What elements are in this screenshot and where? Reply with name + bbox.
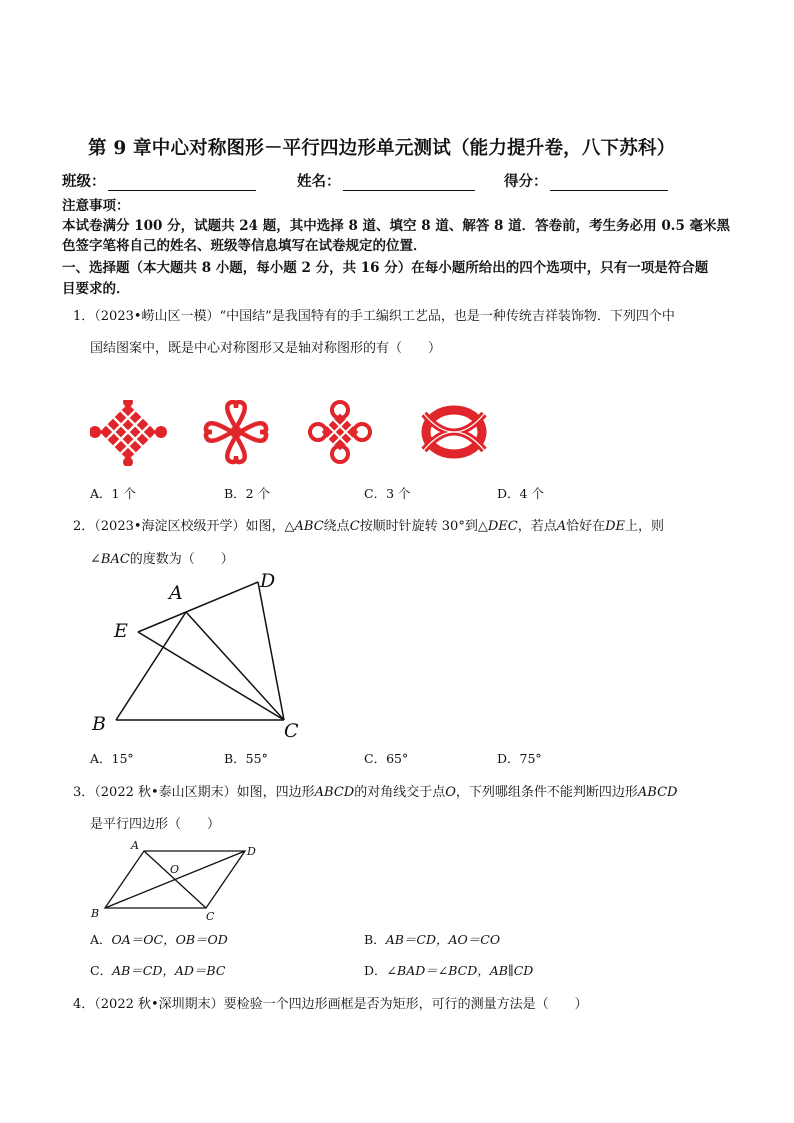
segment-ec [138,632,284,720]
q3-mid1: 的对角线交于点 [354,785,446,800]
q2-suffix: 上，则 [625,519,665,534]
diagonal-bd [105,851,245,908]
label-c: C [284,720,299,742]
question-1-line-1: 1．（2023•崂山区一模）“中国结”是我国特有的手工编织工艺品，也是一种传统吉祥装饰物．下列四个中 [73,309,675,324]
q3-option-c-label: C． [90,963,113,978]
knot-d-image [424,410,484,454]
q2-dec: DEC [487,519,518,534]
q2-mid3: ，若点 [517,519,557,534]
q2-line2-rest: 的度数为（ ） [129,552,234,567]
q2-a: A [556,519,567,534]
knot-a-image [90,400,167,466]
segment-dc [258,582,284,720]
question-3-line-1 [73,781,677,800]
section-1-line-1: 一、选择题（本大题共 8 小题，每小题 2 分，共 16 分）在每小题所给出的四个选项中，只有一项是符合题 [62,260,709,276]
label-c: C [206,910,215,922]
q3-option-b-text: AB＝CD，AO＝CO [385,932,501,947]
q3-option-c-text: AB＝CD，AD＝BC [112,963,226,978]
score-field [504,170,668,191]
q1-option-a[interactable]: A．1 个 [90,486,136,501]
score-blank [550,174,668,191]
q3-option-d-text: ∠BAD＝∠BCD，AB∥CD [386,963,534,978]
q2-de: DE [605,519,626,534]
q2-option-a[interactable]: A．15° [90,751,134,766]
question-2-line-1 [73,515,664,534]
q3-mid2: ，下列哪组条件不能判断四边形 [455,785,638,800]
q3-option-a-label: A． [90,932,112,947]
knot-b-image [206,402,266,462]
q2-mid4: 恰好在 [566,519,606,534]
q1-option-d[interactable]: D．4 个 [497,486,544,501]
q2-bac: BAC [100,552,130,567]
label-a: A [131,839,139,852]
knot-c-image [310,402,370,462]
label-e: E [114,620,128,642]
question-1-line-2: 国结图案中，既是中心对称图形又是轴对称图形的有（ ） [90,341,442,356]
label-b: B [92,713,106,735]
name-field [297,170,475,191]
q2-abc: ABC [294,519,324,534]
q3-option-b[interactable] [364,930,500,948]
label-d: D [260,570,276,592]
page-title: 第 9 章中心对称图形－平行四边形单元测试（能力提升卷，八下苏科） [88,138,676,159]
q3-abcd-2: ABCD [637,785,678,800]
score-label: 得分： [504,173,548,190]
q2-option-b[interactable]: B．55° [224,751,268,766]
q2-option-c[interactable]: C．65° [364,751,409,766]
class-blank [108,174,256,191]
q1-option-c[interactable]: C．3 个 [364,486,411,501]
q2-triangle-figure [80,566,320,746]
section-1-line-2: 目要求的． [62,281,130,297]
label-d: D [247,845,256,858]
q1-option-b[interactable]: B．2 个 [224,486,271,501]
q2-option-d[interactable]: D．75° [497,751,542,766]
q3-option-c[interactable] [90,961,225,979]
q3-option-a[interactable] [90,930,228,948]
q2-prefix: 2．（2023•海淀区校级开学）如图，△ [73,519,295,534]
class-label: 班级： [62,173,106,190]
name-label: 姓名： [297,173,341,190]
q2-mid1: 绕点 [323,519,350,534]
notes-line-2: 色签字笔将自己的姓名、班级等信息填写在试卷规定的位置． [62,238,427,254]
q3-option-d[interactable] [364,961,533,979]
q3-option-b-label: B． [364,932,386,947]
q3-option-d-label: D． [364,963,387,978]
name-blank [343,174,475,191]
notes-line-1: 本试卷满分 100 分，试题共 24 题，其中选择 8 道、填空 8 道、解答 8 道．答卷前，考生务必用 0.5 毫米黑 [62,218,731,234]
segment-ac [186,612,284,720]
q2-c: C [349,519,360,534]
question-3-line-2: 是平行四边形（ ） [90,817,221,832]
q3-abcd-1: ABCD [314,785,355,800]
question-4-line-1: 4．（2022 秋•深圳期末）要检验一个四边形画框是否为矩形，可行的测量方法是（ ） [73,997,588,1012]
q3-option-a-text: OA＝OC，OB＝OD [111,932,228,947]
question-2-line-2 [90,548,234,567]
label-o: O [170,863,180,876]
label-a: A [169,582,183,604]
q2-angle-symbol: ∠ [90,552,101,567]
notes-heading: 注意事项： [62,198,130,214]
q3-prefix: 3．（2022 秋•泰山区期末）如图，四边形 [73,785,315,800]
q3-parallelogram-figure [85,836,265,922]
class-field [62,170,256,191]
label-b: B [91,907,100,920]
chinese-knot-images [90,400,490,466]
q2-mid2: 按顺时针旋转 30°到△ [359,519,488,534]
q3-o: O [445,785,456,800]
